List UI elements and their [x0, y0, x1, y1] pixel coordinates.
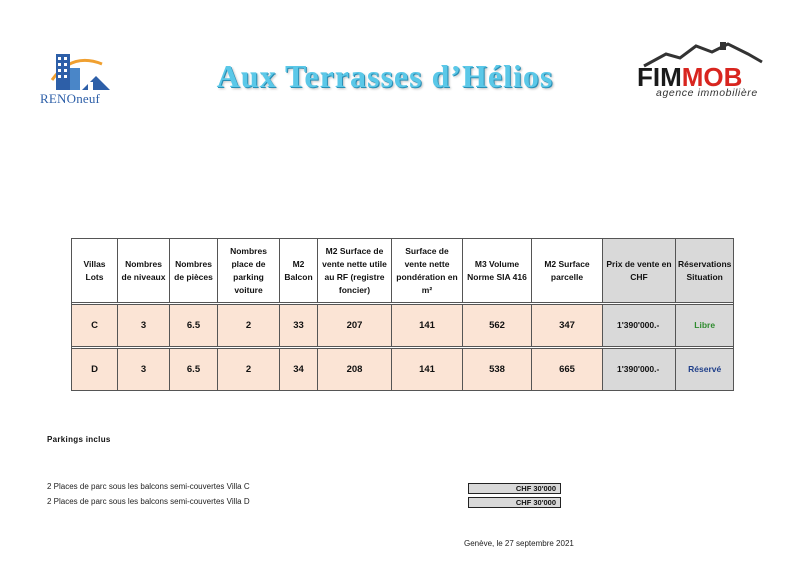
table-row — [72, 349, 734, 391]
col-header-balcon: M2 Balcon — [280, 239, 318, 303]
lots-table — [71, 238, 734, 391]
col-header-volume: M3 Volume Norme SIA 416 — [463, 239, 532, 303]
cell-parking: 2 — [218, 349, 280, 391]
cell-surface-rf: 208 — [318, 349, 392, 391]
col-header-parking: Nombres place de parking voiture — [218, 239, 280, 303]
cell-balcon: 33 — [280, 305, 318, 347]
col-header-niveaux: Nombres de niveaux — [118, 239, 170, 303]
fimmob-logo-text-mob: MOB — [681, 62, 743, 92]
table-row — [72, 305, 734, 347]
cell-pieces: 6.5 — [170, 349, 218, 391]
cell-pieces: 6.5 — [170, 305, 218, 347]
parking-item-label: 2 Places de parc sous les balcons semi-couvertes Villa D — [47, 497, 250, 506]
cell-parking: 2 — [218, 305, 280, 347]
cell-volume: 562 — [463, 305, 532, 347]
cell-volume: 538 — [463, 349, 532, 391]
cell-lot: C — [72, 305, 118, 347]
cell-parcelle: 665 — [532, 349, 603, 391]
page-title: Aux Terrasses d’Hélios — [216, 58, 554, 94]
col-header-ponderation: Surface de vente nette pondération en m² — [392, 239, 463, 303]
cell-ponderation: 141 — [392, 305, 463, 347]
cell-niveaux: 3 — [118, 305, 170, 347]
cell-niveaux: 3 — [118, 349, 170, 391]
col-header-pieces: Nombres de pièces — [170, 239, 218, 303]
cell-balcon: 34 — [280, 349, 318, 391]
table-header-row — [72, 239, 734, 303]
parking-item-price: CHF 30'000 — [468, 483, 561, 494]
col-header-surface-rf: M2 Surface de vente nette utile au RF (registre foncier) — [318, 239, 392, 303]
parkings-title: Parkings inclus — [47, 435, 111, 444]
cell-prix: 1'390'000.- — [603, 349, 676, 391]
cell-lot: D — [72, 349, 118, 391]
fimmob-logo-text-fim: FIM — [637, 62, 682, 92]
col-header-prix: Prix de vente en CHF — [603, 239, 676, 303]
cell-prix: 1'390'000.- — [603, 305, 676, 347]
status-badge: Réservé — [676, 349, 734, 391]
cell-surface-rf: 207 — [318, 305, 392, 347]
parking-item-label: 2 Places de parc sous les balcons semi-couvertes Villa C — [47, 482, 250, 491]
renoneuf-logo-text: RENOneuf — [40, 91, 101, 106]
fimmob-logo-subtitle: agence immobilière — [656, 87, 758, 99]
document-date: Genève, le 27 septembre 2021 — [464, 539, 574, 548]
col-header-parcelle: M2 Surface parcelle — [532, 239, 603, 303]
fimmob-logo — [636, 40, 766, 100]
status-badge: Libre — [676, 305, 734, 347]
parking-item-price: CHF 30'000 — [468, 497, 561, 508]
cell-parcelle: 347 — [532, 305, 603, 347]
col-header-reservations: Réservations Situation — [676, 239, 734, 303]
cell-ponderation: 141 — [392, 349, 463, 391]
col-header-lots: Villas Lots — [72, 239, 118, 303]
